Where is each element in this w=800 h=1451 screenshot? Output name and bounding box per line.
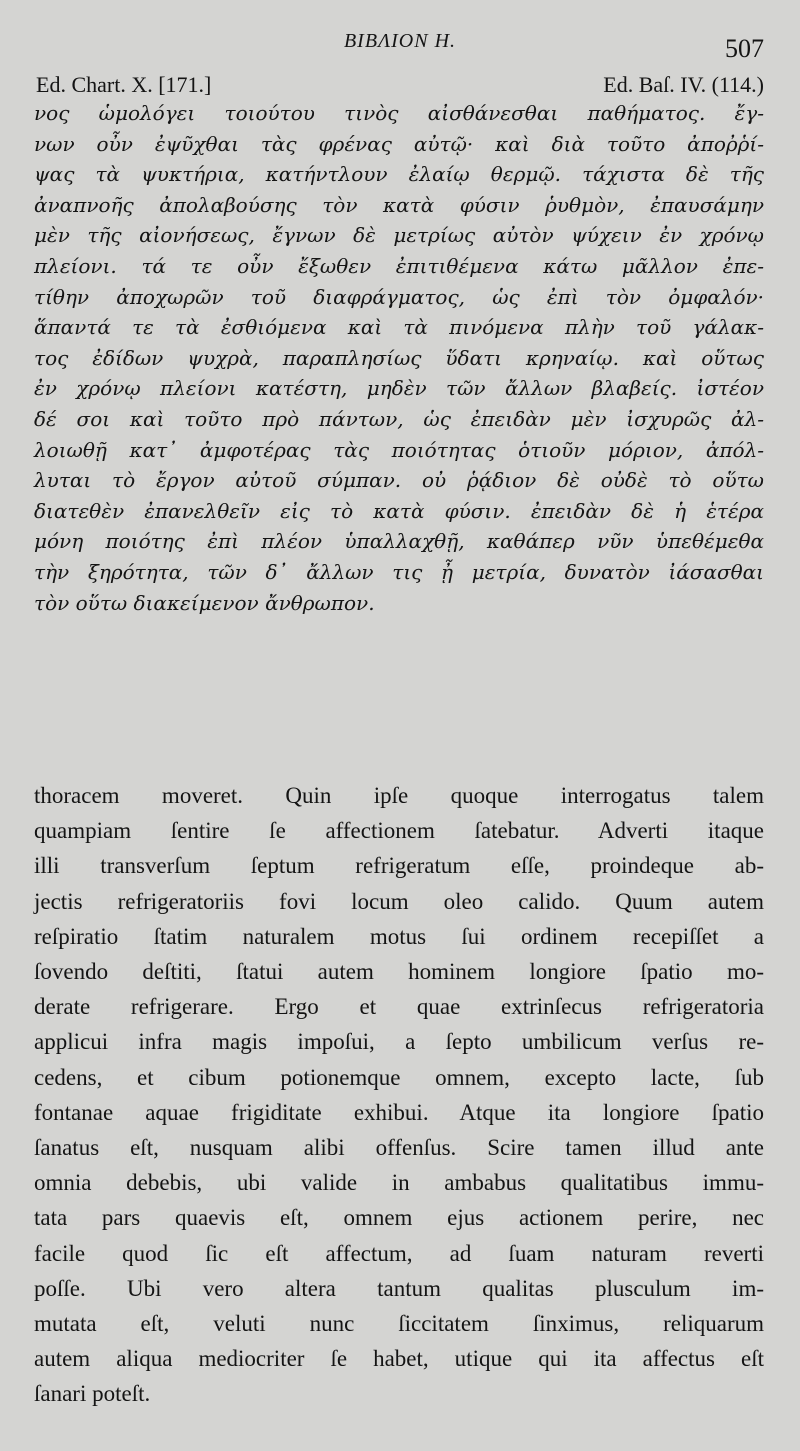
latin-line: jectis refrigeratoriis fovi locum oleo calido. Quum autem <box>34 888 764 914</box>
greek-line: ἐν χρόνῳ πλείονι κατέστη, μηδὲν τῶν ἄλλων βλαβείς. ἰστέον <box>34 376 764 401</box>
greek-line: διατεθὲν ἐπανελθεῖν εἰς τὸ κατὰ φύσιν. ἐπειδὰν δὲ ἡ ἑτέρα <box>34 498 764 523</box>
latin-line: mutata eſt, veluti nunc ſiccitatem ſinximus, reliquarum <box>34 1311 764 1337</box>
greek-line: τος ἐδίδων ψυχρὰ, παραπλησίως ὕδατι κρηναίῳ. καὶ οὕτως <box>34 345 764 370</box>
greek-line: ἀναπνοῆς ἀπολαβούσης τὸν κατὰ φύσιν ῥυθμὸν, ἐπαυσάμην <box>34 192 764 217</box>
latin-line: ſanari poteſt. <box>34 1381 151 1407</box>
latin-line: poſſe. Ubi vero altera tantum qualitas plusculum im- <box>34 1275 764 1301</box>
greek-line: νων οὖν ἐψῦχθαι τὰς φρένας αὐτῷ· καὶ διὰ τοῦτο ἀποῤῥί- <box>34 131 764 156</box>
latin-line: quampiam ſentire ſe affectionem ſatebatur. Adverti itaque <box>34 818 764 844</box>
edition-reference-chartier: Ed. Chart. X. [171.] <box>36 72 212 97</box>
running-title: ΒΙΒΛΙΟΝ Η. <box>343 30 457 52</box>
edition-reference-basel: Ed. Baſ. IV. (114.) <box>603 72 764 97</box>
latin-line: derate refrigerare. Ergo et quae extrinſecus refrigeratoria <box>34 994 764 1020</box>
latin-line: autem aliqua mediocriter ſe habet, utique qui ita affectus eſt <box>34 1346 764 1372</box>
greek-line: νος ὡμολόγει τοιούτου τινὸς αἰσθάνεσθαι παθήματος. ἔγ- <box>34 101 764 125</box>
latin-line: ſanatus eſt, nusquam alibi offenſus. Scire tamen illud ante <box>34 1135 764 1161</box>
latin-line: illi transverſum ſeptum refrigeratum eſſe, proindeque ab- <box>34 853 764 879</box>
greek-line: ψας τὰ ψυκτήρια, κατήντλουν ἐλαίῳ θερμῷ. τάχιστα δὲ τῆς <box>34 162 764 187</box>
latin-line: applicui infra magis impoſui, a ſepto umbilicum verſus re- <box>34 1029 764 1055</box>
latin-line: thoracem moveret. Quin ipſe quoque interrogatus talem <box>34 783 764 808</box>
page-number: 507 <box>725 34 764 63</box>
latin-line: facile quod ſic eſt affectum, ad ſuam naturam reverti <box>34 1240 764 1266</box>
greek-line: πλείονι. τά τε οὖν ἔξωθεν ἐπιτιθέμενα κάτω μᾶλλον ἐπε- <box>34 253 764 278</box>
greek-line: τίθην ἀποχωρῶν τοῦ διαφράγματος, ὡς ἐπὶ τὸν ὀμφαλόν· <box>34 284 764 309</box>
latin-line: omnia debebis, ubi valide in ambabus qualitatibus immu- <box>34 1170 764 1196</box>
greek-line: τὸν οὕτω διακείμενον ἄνθρωπον. <box>34 590 375 615</box>
edition-reference-line <box>36 72 764 100</box>
greek-line: δέ σοι καὶ τοῦτο πρὸ πάντων, ὡς ἐπειδὰν μὲν ἰσχυρῶς ἀλ- <box>34 406 764 431</box>
latin-text-block <box>34 778 764 1412</box>
greek-line: λυται τὸ ἔργον αὐτοῦ σύμπαν. οὐ ῥᾴδιον δὲ οὐδὲ τὸ οὕτω <box>34 468 764 493</box>
latin-line: fontanae aquae frigiditate exhibui. Atque ita longiore ſpatio <box>34 1099 764 1125</box>
greek-line: ἅπαντά τε τὰ ἐσθιόμενα καὶ τὰ πινόμενα πλὴν τοῦ γάλακ- <box>34 315 764 340</box>
greek-line: μόνη ποιότης ἐπὶ πλέον ὑπαλλαχθῇ, καθάπερ νῦν ὑπεθέμεθα <box>34 529 764 554</box>
greek-line: μὲν τῆς αἰονήσεως, ἔγνων δὲ μετρίως αὐτὸν ψύχειν ἐν χρόνῳ <box>34 223 764 248</box>
latin-line: cedens, et cibum potionemque omnem, excepto lacte, ſub <box>34 1064 764 1090</box>
latin-line: reſpiratio ſtatim naturalem motus ſui ordinem recepiſſet a <box>34 923 764 949</box>
greek-line: λοιωθῇ κατ᾿ ἀμφοτέρας τὰς ποιότητας ὁτιοῦν μόριον, ἀπόλ- <box>34 437 764 462</box>
latin-line: tata pars quaevis eſt, omnem ejus actionem perire, nec <box>34 1205 764 1231</box>
greek-text-block <box>34 98 764 618</box>
greek-line: τὴν ξηρότητα, τῶν δ᾿ ἄλλων τις ᾖ μετρία, δυνατὸν ἰάσασθαι <box>34 559 764 584</box>
latin-line: ſovendo deſtiti, ſtatui autem hominem longiore ſpatio mo- <box>34 959 764 985</box>
